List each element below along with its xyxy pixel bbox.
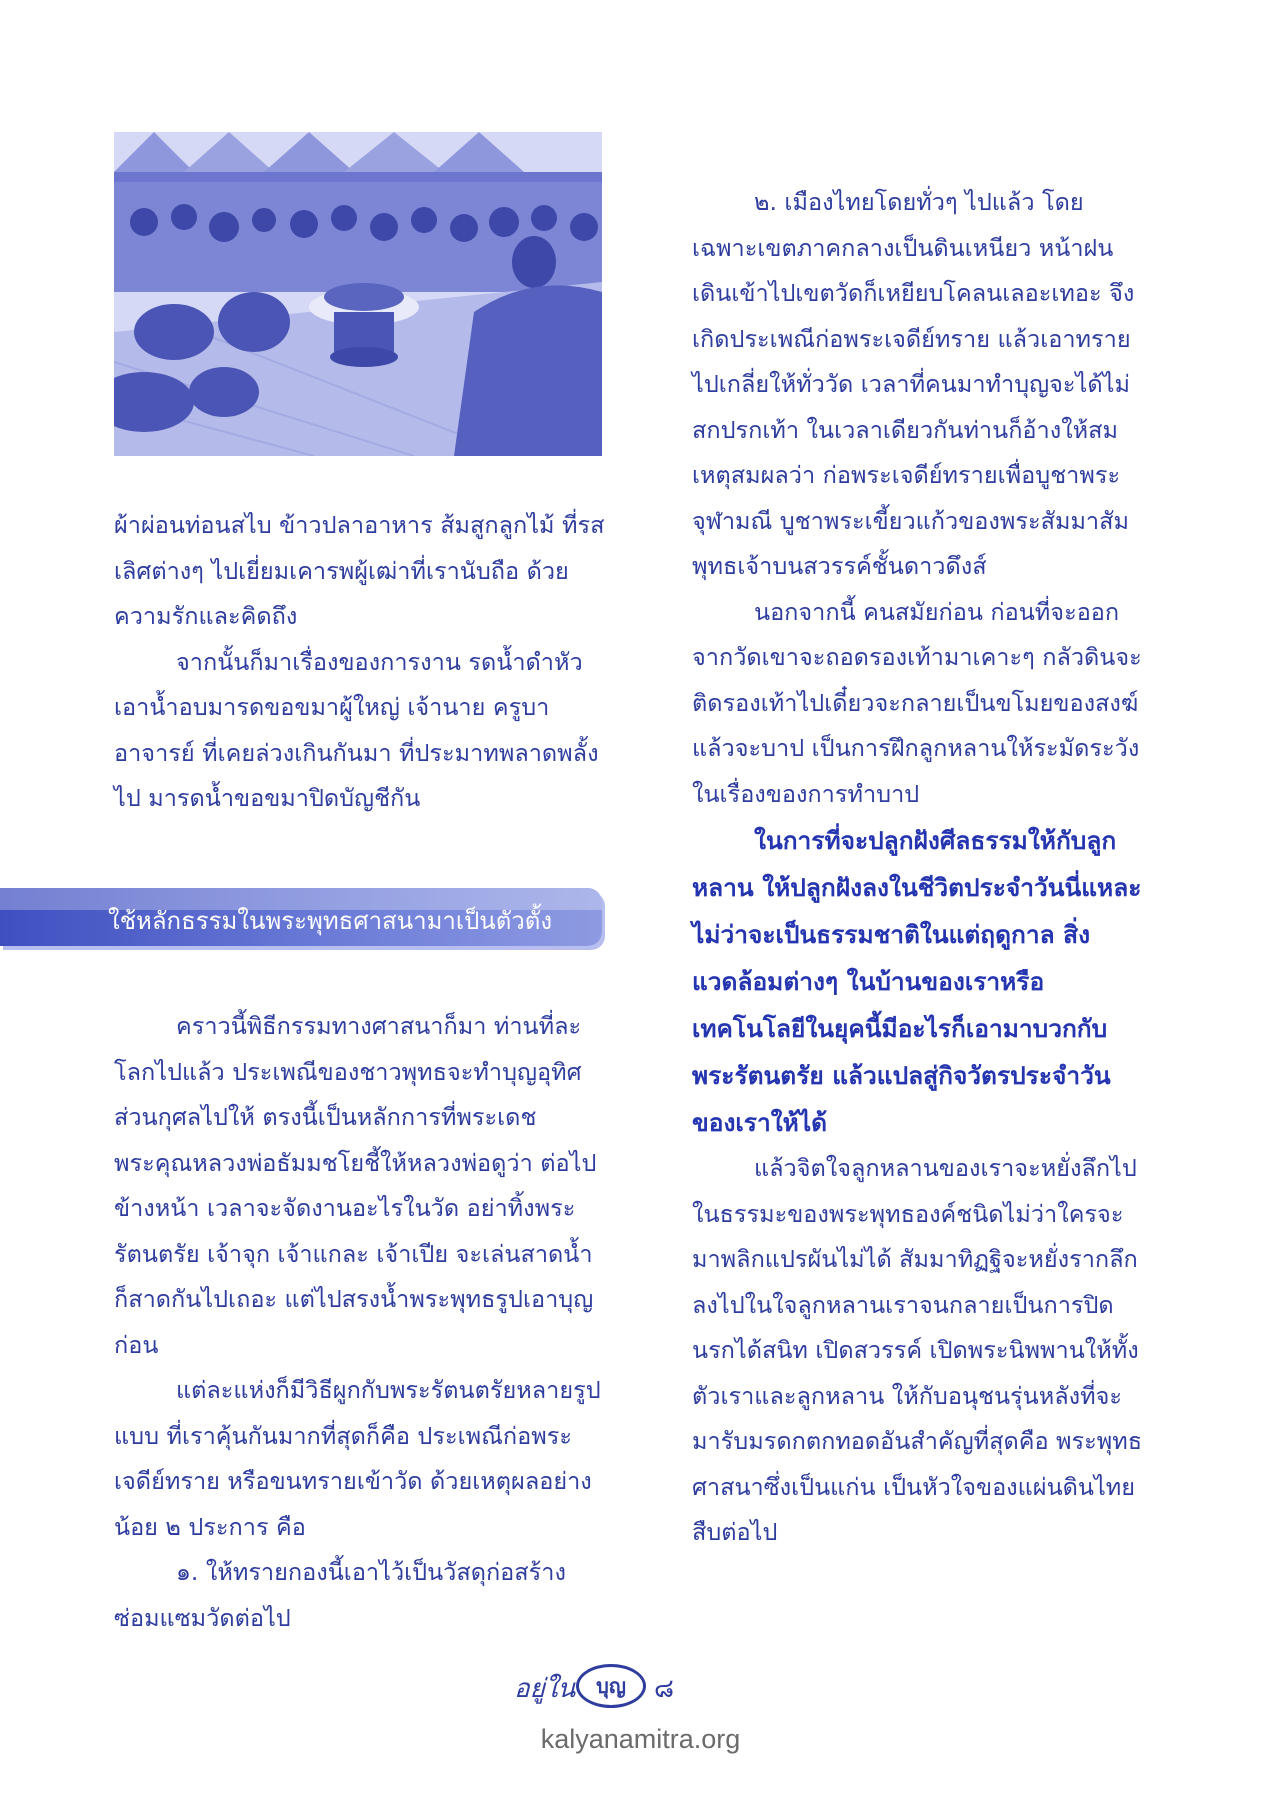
right-column <box>692 180 1144 1556</box>
section-heading-banner <box>0 888 602 946</box>
paragraph: ๑. ให้ทรายกองนี้เอาไว้เป็นวัสดุก่อสร้างซ่อมแซมวัดต่อไป <box>114 1558 566 1632</box>
logo-text: อยู่ใน <box>514 1674 576 1704</box>
paragraph: จากนั้นก็มาเรื่องของการงาน รดน้ำดำหัว เอาน้ำอบมารดขอขมาผู้ใหญ่ เจ้านาย ครูบาอาจารย์ ที่เคยล่วงเกินกันมา ที่ประมาทพลาดพลั้งไป มารดน้ำขอขมาปิดบัญชีกัน <box>114 647 599 812</box>
paragraph: คราวนี้พิธีกรรมทางศาสนาก็มา ท่านที่ละโลกไปแล้ว ประเพณีของชาวพุทธจะทำบุญอุทิศส่วนกุศลไปให้ ตรงนี้เป็นหลักการที่พระเดชพระคุณหลวงพ่อธัมมชโยชี้ให้หลวงพ่อดูว่า ต่อไปข้างหน้า เวลาจะจัดงานอะไรในวัด อย่าทิ้งพระรัตนตรัย เจ้าจุก เจ้าแกละ เจ้าเปีย จะเล่นสาดน้ำก็สาดกันไปเถอะ แต่ไปสรงน้ำพระพุทธรูปเอาบุญก่อน <box>114 1012 597 1359</box>
paragraph: แล้วจิตใจลูกหลานของเราจะหยั่งลึกไปในธรรมะของพระพุทธองค์ชนิดไม่ว่าใครจะมาพลิกแปรผันไม่ได้ สัมมาทิฏฐิจะหยั่งรากลึกลงไปในใจลูกหลานเราจนกลายเป็นการปิดนรกได้สนิท เปิดสวรรค์ เปิดพระนิพพานให้ทั้งตัวเราและลูกหลาน ให้กับอนุชนรุ่นหลังที่จะมารับมรดกตกทอดอันสำคัญที่สุดคือ พระพุทธศาสนาซึ่งเป็นแก่น เป็นหัวใจของแผ่นดินไทยสืบต่อไป <box>692 1154 1143 1546</box>
section-heading: ใช้หลักธรรมในพระพุทธศาสนามาเป็นตัวตั้ง <box>108 907 553 935</box>
paragraph: นอกจากนี้ คนสมัยก่อน ก่อนที่จะออกจากวัดเขาจะถอดรองเท้ามาเคาะๆ กลัวดินจะติดรองเท้าไปเดี๋ยวจะกลายเป็นขโมยของสงฆ์แล้วจะบาป เป็นการฝึกลูกหลานให้ระมัดระวังในเรื่องของการทำบาป <box>692 597 1142 808</box>
page-number: ๘ <box>654 1674 675 1704</box>
left-column-top <box>114 503 606 822</box>
paragraph: ๒. เมืองไทยโดยทั่วๆ ไปแล้ว โดยเฉพาะเขตภาคกลางเป็นดินเหนียว หน้าฝนเดินเข้าไปเขตวัดก็เหยียบโคลนเลอะเทอะ จึงเกิดประเพณีก่อพระเจดีย์ทราย แล้วเอาทรายไปเกลี่ยให้ทั่ววัด เวลาที่คนมาทำบุญจะได้ไม่สกปรกเท้า ในเวลาเดียวกันท่านก็อ้างให้สมเหตุสมผลว่า ก่อพระเจดีย์ทรายเพื่อบูชาพระจุฬามณี บูชาพระเขี้ยวแก้วของพระสัมมาสัมพุทธเจ้าบนสวรรค์ชั้นดาวดึงส์ <box>692 188 1135 580</box>
logo-circle: บุญ <box>576 1664 646 1708</box>
bold-paragraph: ในการที่จะปลูกฝังศีลธรรมให้กับลูกหลาน ให้ปลูกฝังลงในชีวิตประจำวันนี่แหละ ไม่ว่าจะเป็นธรรมชาติในแต่ฤดูกาล สิ่งแวดล้อมต่างๆ ในบ้านของเราหรือเทคโนโลยีในยุคนี้มีอะไรก็เอามาบวกกับพระรัตนตรัย แล้วแปลสู่กิจวัตรประจำวันของเราให้ได้ <box>692 826 1142 1137</box>
site-url: kalyanamitra.org <box>540 1724 741 1754</box>
footer-logo <box>514 1664 714 1710</box>
left-column-bottom <box>114 1004 606 1641</box>
paragraph: แต่ละแห่งก็มีวิธีผูกกับพระรัตนตรัยหลายรูปแบบ ที่เราคุ้นกันมากที่สุดก็คือ ประเพณีก่อพระเจดีย์ทราย หรือขนทรายเข้าวัด ด้วยเหตุผลอย่างน้อย ๒ ประการ คือ <box>114 1376 601 1541</box>
paragraph: ผ้าผ่อนท่อนสไบ ข้าวปลาอาหาร ส้มสูกลูกไม้ ที่รสเลิศต่างๆ ไปเยี่ยมเคารพผู้เฒ่าที่เรานับถือ ด้วยความรักและคิดถึง <box>114 511 605 630</box>
article-photo <box>114 132 602 456</box>
